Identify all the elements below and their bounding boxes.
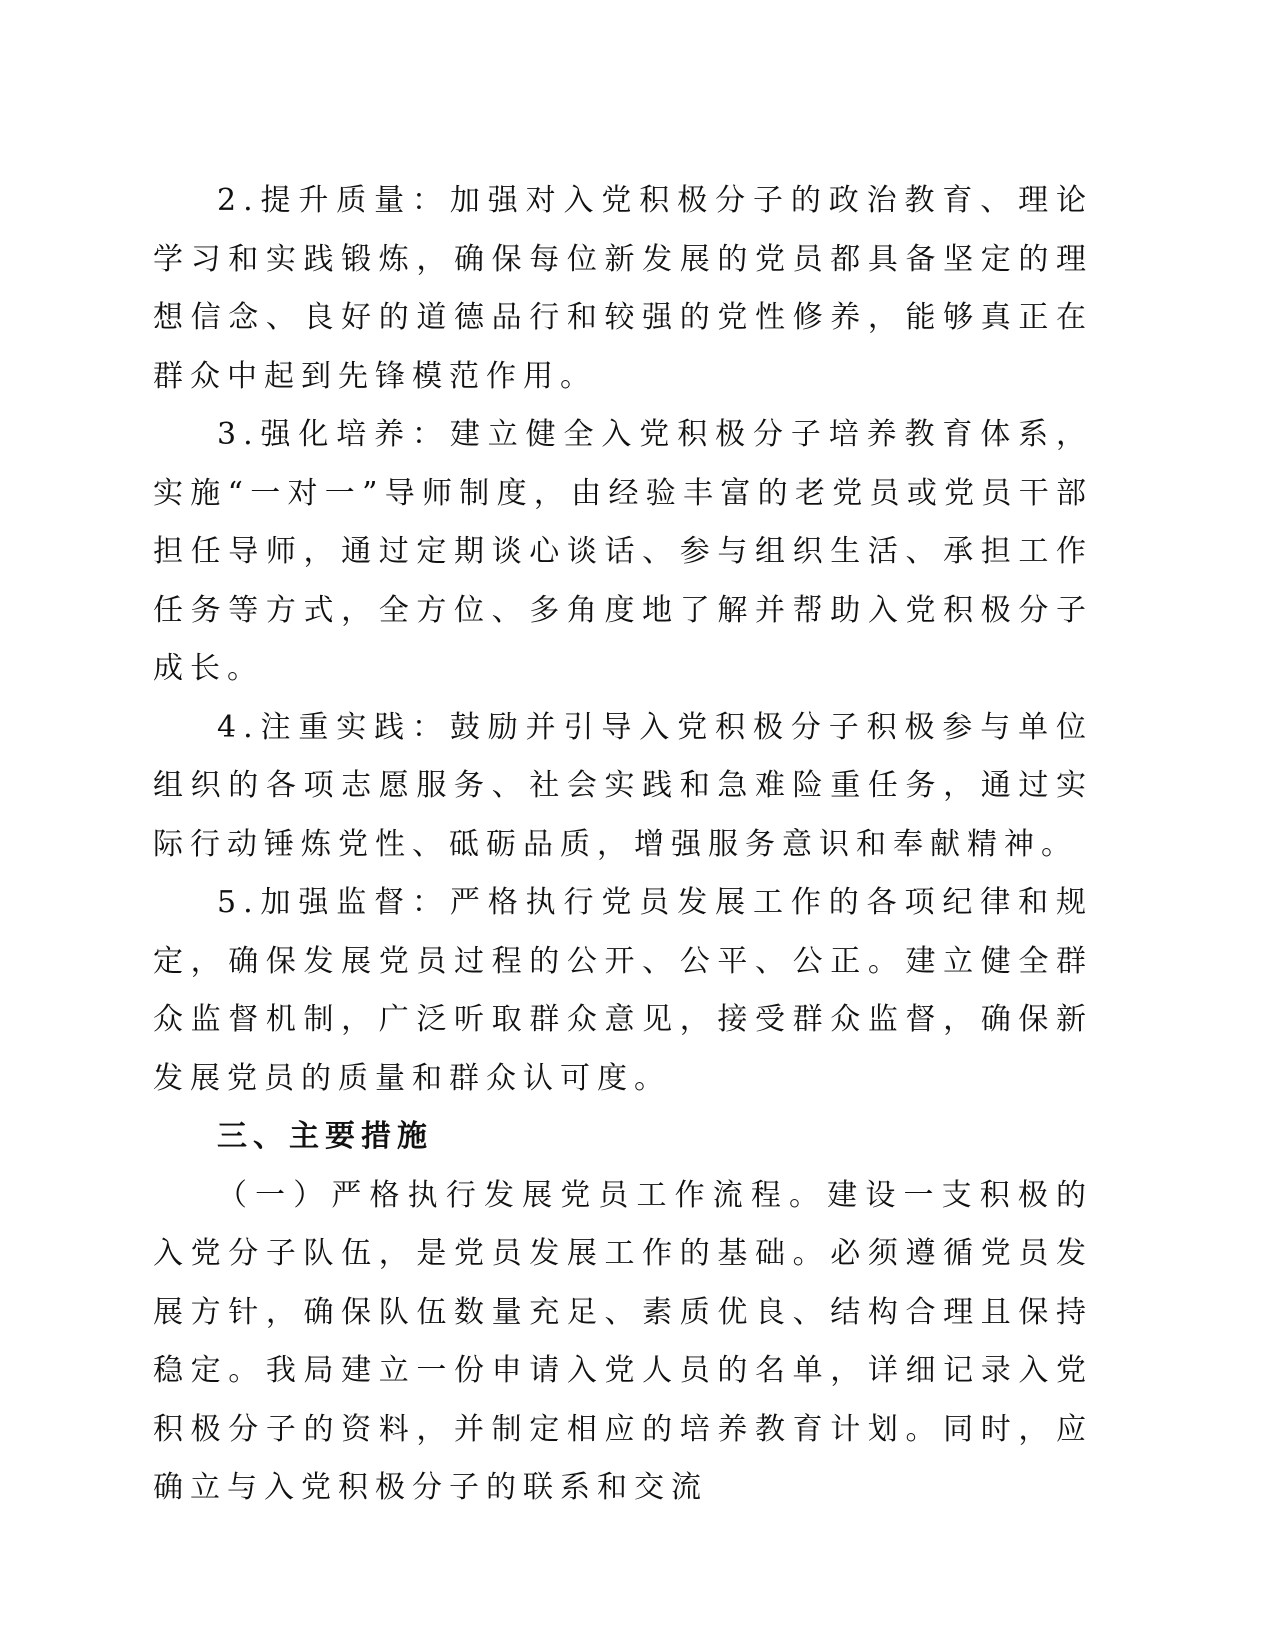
paragraph-focus-practice: 4.注重实践：鼓励并引导入党积极分子积极参与单位组织的各项志愿服务、社会实践和急难险重任务，通过实际行动锤炼党性、砥砺品质，增强服务意识和奉献精神。: [153, 709, 1093, 862]
section-heading-main-measures: 三、主要措施: [217, 1119, 433, 1154]
paragraph-measure-one: （一）严格执行发展党员工作流程。建设一支积极的入党分子队伍，是党员发展工作的基础。必须遵循党员发展方针，确保队伍数量充足、素质优良、结构合理且保持稳定。我局建立一份申请入党人员的名单，详细记录入党积极分子的资料，并制定相应的培养教育计划。同时，应确立与入党积极分子的联系和交流: [153, 1177, 1093, 1505]
paragraph-strengthen-supervision: 5.加强监督：严格执行党员发展工作的各项纪律和规定，确保发展党员过程的公开、公平、公正。建立健全群众监督机制，广泛听取群众意见，接受群众监督，确保新发展党员的质量和群众认可度。: [153, 885, 1093, 1096]
paragraph-strengthen-training: 3.强化培养：建立健全入党积极分子培养教育体系，实施“一对一”导师制度，由经验丰富的老党员或党员干部担任导师，通过定期谈心谈话、参与组织生活、承担工作任务等方式，全方位、多角度地了解并帮助入党积极分子成长。: [153, 417, 1093, 686]
paragraph-improve-quality: 2.提升质量：加强对入党积极分子的政治教育、理论学习和实践锻炼，确保每位新发展的党员都具备坚定的理想信念、良好的道德品行和较强的党性修养，能够真正在群众中起到先锋模范作用。: [153, 183, 1093, 394]
document-body: [153, 172, 1093, 1518]
